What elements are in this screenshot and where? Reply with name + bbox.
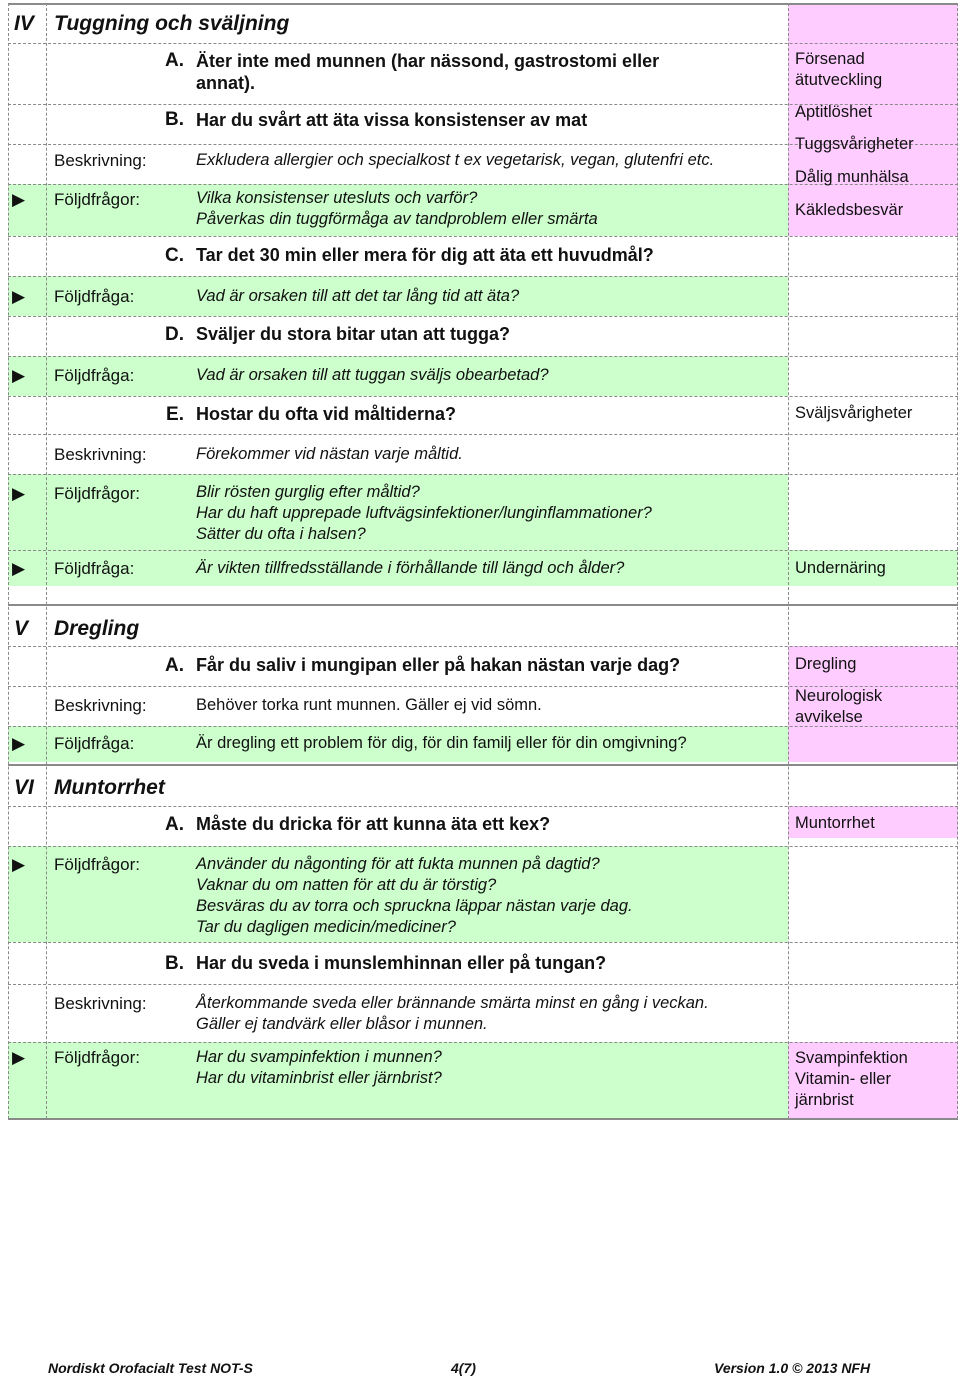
sidebar-diagnosis: Käkledsbesvär	[795, 201, 904, 219]
followup-text: Är vikten tillfredsställande i förhållande till längd och ålder?	[196, 559, 625, 577]
arrow-icon: ▶	[12, 190, 26, 209]
description-text: Behöver torka runt munnen. Gäller ej vid sömn.	[196, 696, 542, 714]
sidebar-diagnosis: Dregling	[795, 655, 857, 673]
question-a-text: Måste du dricka för att kunna äta ett kex?	[196, 814, 551, 834]
arrow-icon: ▶	[12, 366, 26, 385]
section-v-title: Dregling	[54, 617, 140, 640]
question-a-letter: A.	[165, 814, 184, 835]
footer-title: Nordiskt Orofacialt Test NOT-S	[48, 1360, 253, 1376]
followup-text: Vad är orsaken till att tuggan sväljs obearbetad?	[196, 366, 549, 384]
arrow-icon: ▶	[12, 1048, 26, 1067]
followup-label: Följdfråga:	[54, 559, 135, 578]
section-v-number: V	[14, 617, 29, 640]
followup-label: Följdfrågor:	[54, 1048, 140, 1067]
description-text: Förekommer vid nästan varje måltid.	[196, 445, 463, 463]
followup-text: Vilka konsistenser utesluts och varför? Påverkas din tuggförmåga av tandproblem eller smärta	[196, 189, 598, 228]
followup-text: Vad är orsaken till att det tar lång tid att äta?	[196, 287, 520, 305]
followup-label: Följdfrågor:	[54, 190, 140, 209]
footer-version: Version 1.0 © 2013 NFH	[714, 1360, 871, 1376]
description-text: Exkludera allergier och specialkost t ex vegetarisk, vegan, glutenfri etc.	[196, 151, 715, 169]
arrow-icon: ▶	[12, 484, 26, 503]
question-c-letter: C.	[165, 245, 184, 266]
followup-text: Blir rösten gurglig efter måltid? Har du haft upprepade luftvägsinfektioner/lunginflammationer? Sätter du ofta i halsen?	[196, 483, 652, 543]
section-iv-number: IV	[14, 12, 34, 35]
question-c-text: Tar det 30 min eller mera för dig att äta ett huvudmål?	[196, 245, 654, 265]
sidebar-diagnosis: Neurologisk avvikelse	[795, 687, 883, 726]
sidebar-diagnosis: Aptitlöshet	[795, 103, 873, 121]
description-label: Beskrivning:	[54, 151, 147, 170]
followup-label: Följdfråga:	[54, 287, 135, 306]
arrow-icon: ▶	[12, 287, 26, 306]
question-a-letter: A.	[165, 655, 184, 676]
arrow-icon: ▶	[12, 559, 26, 578]
sidebar-diagnosis: Försenad ätutveckling	[795, 50, 883, 89]
sidebar-diagnosis: Sväljsvårigheter	[795, 404, 913, 422]
question-a-letter: A.	[165, 50, 184, 71]
followup-label: Följdfrågor:	[54, 855, 140, 874]
question-b-text: Har du sveda i munslemhinnan eller på tungan?	[196, 953, 607, 973]
arrow-icon: ▶	[12, 734, 26, 753]
footer-page-number: 4(7)	[451, 1360, 476, 1376]
section-vi-number: VI	[14, 776, 34, 799]
description-label: Beskrivning:	[54, 994, 147, 1013]
arrow-icon: ▶	[12, 855, 26, 874]
sidebar-diagnosis: Dålig munhälsa	[795, 168, 909, 186]
description-text: Återkommande sveda eller brännande smärta minst en gång i veckan. Gäller ej tandvärk eller blåsor i munnen.	[196, 994, 709, 1033]
question-b-text: Har du svårt att äta vissa konsistenser av mat	[196, 110, 588, 130]
followup-label: Följdfrågor:	[54, 484, 140, 503]
followup-text: Är dregling ett problem för dig, för din familj eller för din omgivning?	[196, 734, 687, 752]
sidebar-diagnosis: Tuggsvårigheter	[795, 135, 914, 153]
section-iv-title: Tuggning och sväljning	[54, 12, 290, 35]
question-d-letter: D.	[165, 324, 184, 345]
section-vi-title: Muntorrhet	[54, 776, 165, 799]
followup-text: Har du svampinfektion i munnen? Har du vitaminbrist eller järnbrist?	[196, 1048, 442, 1087]
description-label: Beskrivning:	[54, 445, 147, 464]
question-e-letter: E.	[166, 404, 184, 425]
question-a-text: Får du saliv i mungipan eller på hakan nästan varje dag?	[196, 655, 681, 675]
description-label: Beskrivning:	[54, 696, 147, 715]
question-b-letter: B.	[165, 953, 184, 974]
question-b-letter: B.	[165, 109, 184, 130]
question-e-text: Hostar du ofta vid måltiderna?	[196, 404, 457, 424]
question-a-text: Äter inte med munnen (har nässond, gastrostomi eller annat).	[196, 51, 660, 93]
followup-label: Följdfråga:	[54, 366, 135, 385]
followup-text: Använder du någonting för att fukta munnen på dagtid? Vaknar du om natten för att du är törstig? Besväras du av torra och spruckna läppar nästan varje dag. Tar du dagligen medicin/mediciner?	[196, 855, 633, 936]
sidebar-diagnosis: Svampinfektion Vitamin- eller järnbrist	[795, 1049, 908, 1109]
question-d-text: Sväljer du stora bitar utan att tugga?	[196, 324, 511, 344]
followup-label: Följdfråga:	[54, 734, 135, 753]
sidebar-diagnosis: Muntorrhet	[795, 814, 875, 832]
sidebar-diagnosis: Undernäring	[795, 559, 886, 577]
